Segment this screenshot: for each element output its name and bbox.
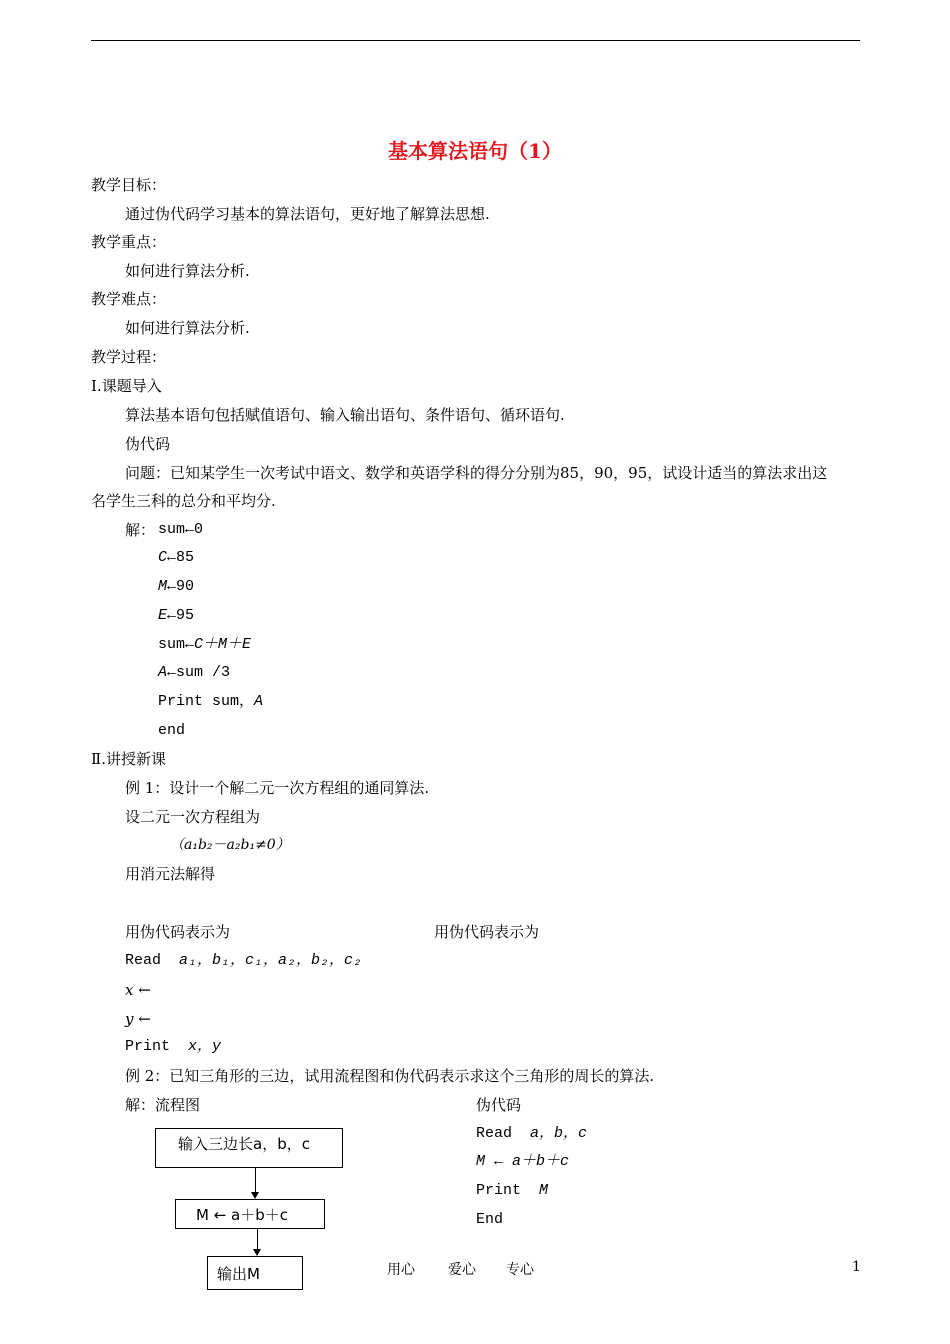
ex2-read-line: Read a，b，c [476,1125,588,1142]
determinant-condition: （a₁b₂－a₂b₁≠0） [170,837,290,853]
ex2-assign-line: M ← a＋b＋c [476,1153,570,1170]
flow-arrow-1 [255,1168,256,1193]
read-line: Read a₁，b₁，c₁，a₂，b₂，c₂ [125,952,363,969]
x-assign-line: x ← [125,981,151,999]
print-line: Print x，y [125,1038,222,1055]
flow-box-assign-label: M ← a＋b＋c [196,1206,289,1224]
solution-label: 解： [125,521,156,539]
key-label: 教学重点： [91,233,167,251]
problem-line-1: 问题：已知某学生一次考试中语文、数学和英语学科的得分分别为85，90，95，试设计适当的算法求出这 [125,464,828,482]
example-2: 例 2：已知三角形的三边，试用流程图和伪代码表示求这个三角形的周长的算法. [125,1067,655,1085]
code-line-8: end [158,722,186,739]
ex2-print-line: Print M [476,1182,549,1199]
ex2-end-line: End [476,1211,504,1228]
footer-motto-1: 用心 [387,1262,415,1278]
pseudo-label: 伪代码 [125,435,171,453]
y-assign-line: y ← [125,1010,151,1028]
pseudo-label-right: 用伪代码表示为 [434,923,540,941]
flow-arrowhead-2 [253,1249,261,1256]
code-line-7: Print sum，A [158,693,264,710]
example-1: 例 1：设计一个解二元一次方程组的通同算法. [125,779,430,797]
problem-line-2: 名学生三科的总分和平均分. [91,492,276,510]
code-line-2: C←85 [158,549,195,566]
flow-arrowhead-1 [251,1192,259,1199]
part2-heading: Ⅱ.讲授新课 [91,750,166,768]
page-title: 基本算法语句（1） [388,139,562,163]
example-2-pseudo-label: 伪代码 [476,1096,522,1114]
footer-motto-3: 专心 [506,1262,534,1278]
part1-heading: Ⅰ.课题导入 [91,377,162,395]
elimination-text: 用消元法解得 [125,865,216,883]
goal-text: 通过伪代码学习基本的算法语句，更好地了解算法思想. [125,205,490,223]
flow-box-output-label: 输出M [217,1265,260,1283]
pseudo-label-left: 用伪代码表示为 [125,923,231,941]
flow-arrow-2 [257,1229,258,1250]
example-1-setup: 设二元一次方程组为 [125,808,261,826]
code-line-1: sum←0 [158,521,204,538]
page-number: 1 [852,1259,861,1275]
flow-box-input-label: 输入三边长a，b，c [178,1135,310,1153]
part1-intro: 算法基本语句包括赋值语句、输入输出语句、条件语句、循环语句. [125,406,565,424]
difficulty-label: 教学难点： [91,290,167,308]
goal-label: 教学目标： [91,176,167,194]
code-line-5: sum←C＋M＋E [158,636,252,653]
footer-motto-2: 爱心 [448,1262,476,1278]
example-2-solution: 解：流程图 [125,1096,201,1114]
flow-box-assign [175,1199,325,1229]
key-text: 如何进行算法分析. [125,262,250,280]
header-rule [91,40,860,41]
code-line-6: A←sum /3 [158,664,231,681]
code-line-3: M←90 [158,578,195,595]
code-line-4: E←95 [158,607,195,624]
difficulty-text: 如何进行算法分析. [125,319,250,337]
flow-box-input [155,1128,343,1168]
flow-box-output [207,1256,303,1290]
process-label: 教学过程： [91,348,167,366]
